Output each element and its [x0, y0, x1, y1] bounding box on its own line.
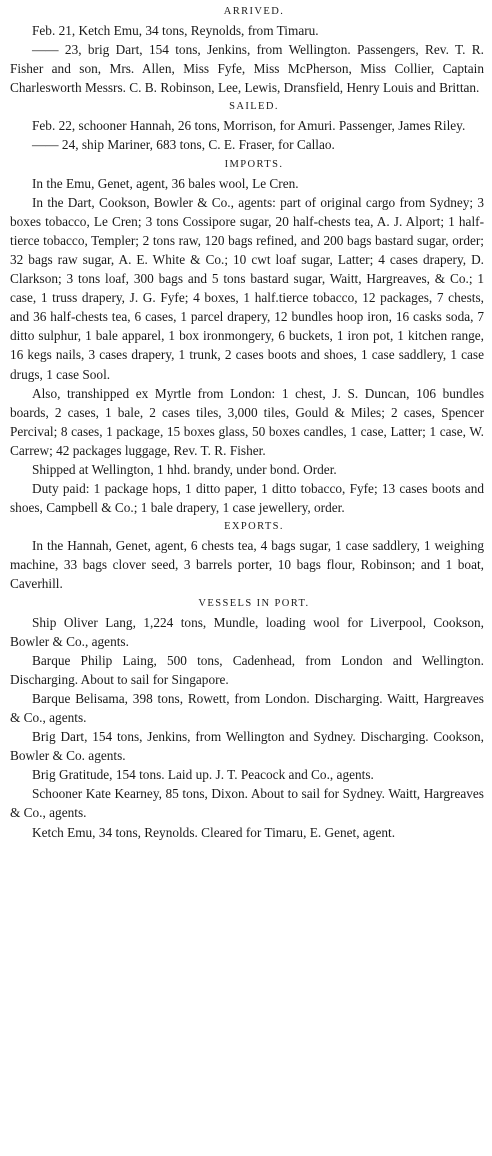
paragraph: Duty paid: 1 package hops, 1 ditto paper, 1 ditto tobacco, Fyfe; 13 cases boots and shoes, Campbell & Co.; 1 bale drapery, 1 case jewellery, order. — [10, 481, 484, 516]
paragraph: Feb. 21, Ketch Emu, 34 tons, Reynolds, from Timaru. — [32, 23, 319, 38]
arrived-section — [10, 3, 484, 97]
section-heading-sailed: SAILED. — [229, 101, 279, 113]
section-heading-vessels-in-port: VESSELS IN PORT. — [198, 597, 310, 609]
section-heading-exports: EXPORTS. — [224, 521, 284, 533]
sailed-section — [10, 98, 484, 154]
section-heading-arrived: ARRIVED. — [223, 6, 285, 17]
paragraph: Also, transhipped ex Myrtle from London: 1 chest, J. S. Duncan, 106 bundles boards, 2 cases, 1 bale, 2 cases tiles, 3,000 tiles, Gould & Miles; 2 cases, Spencer Percival; 8 cases, 1 package, 15 boxes glass, 50 boxes candles, 1 case, Latter; 1 case, W. Carrew; 42 packages luggage, Rev. T. R. Fisher. — [10, 385, 484, 458]
imports-section — [10, 156, 484, 518]
paragraph: Barque Philip Laing, 500 tons, Cadenhead, from London and Wellington. Discharging. About to sail for Singapore. — [10, 652, 484, 687]
paragraph: In the Hannah, Genet, agent, 6 chests tea, 4 bags sugar, 1 case saddlery, 1 weighing machine, 33 bags clover seed, 3 barrels porter, 10 bags flour, Robinson; and 1 boat, Caverhill. — [10, 538, 484, 592]
paragraph: Ketch Emu, 34 tons, Reynolds. Cleared for Timaru, E. Genet, agent. — [32, 824, 396, 840]
paragraph: Schooner Kate Kearney, 85 tons, Dixon. About to sail for Sydney. Waitt, Hargreaves & Co., agents. — [10, 786, 484, 821]
exports-section — [10, 518, 484, 593]
paragraph: Shipped at Wellington, 1 hhd. brandy, under bond. Order. — [32, 461, 337, 477]
paragraph: —— 23, brig Dart, 154 tons, Jenkins, from Wellington. Passengers, Rev. T. R. Fisher and son, Mrs. Allen, Miss Fyfe, Miss McPherson, Miss Collier, Captain Charlesworth Messrs. C. B. Robinson, Lee, Lewis, Dransfield, Henry Louis and Brittan. — [10, 42, 484, 96]
paragraph: Brig Dart, 154 tons, Jenkins, from Wellington and Sydney. Discharging. Cookson, Bowler & Co. agents. — [10, 729, 484, 764]
paragraph: Brig Gratitude, 154 tons. Laid up. J. T. Peacock and Co., agents. — [32, 767, 374, 783]
paragraph: —— 24, ship Mariner, 683 tons, C. E. Fraser, for Callao. — [32, 137, 335, 153]
paragraph: Feb. 22, schooner Hannah, 26 tons, Morrison, for Amuri. Passenger, James Riley. — [32, 118, 466, 134]
section-heading-imports: IMPORTS. — [224, 158, 284, 170]
paragraph: Ship Oliver Lang, 1,224 tons, Mundle, loading wool for Liverpool, Cookson, Bowler & Co., agents. — [10, 614, 484, 649]
paragraph: Barque Belisama, 398 tons, Rowett, from London. Discharging. Waitt, Hargreaves & Co., agents. — [10, 690, 484, 725]
vessels-in-port-section — [10, 595, 484, 842]
paragraph: In the Emu, Genet, agent, 36 bales wool, Le Cren. — [32, 175, 299, 191]
paragraph: In the Dart, Cookson, Bowler & Co., agents: part of original cargo from Sydney; 3 boxes tobacco, Le Cren; 3 tons Cossipore sugar, 20 half-chests tea, A. J. Alport; 1 half-tierce tobacco, Templer; 2 tons raw, 120 bags refined, and 200 bags bastard sugar, order; 32 bags raw sugar, A. E. White & Co.; 10 cwt loaf sugar, Latter; 4 cases drapery, D. Clarkson; 3 tons loaf, 300 bags and 5 tons bastard sugar, Waitt, Hargreaves, & Co.; 1 case, 1 truss drapery, J. G. Fyfe; 4 boxes, 1 half.tierce tobacco, 12 packages, 7 chests, and 36 half-chests tea, 6 cases, 1 parcel drapery, 12 bundles hoop iron, 16 casks soda, 7 ditto sulphur, 1 bale apparel, 1 box ironmongery, 6 buckets, 1 iron pot, 1 kitchen range, 16 kegs nails, 3 cases drapery, 1 trunk, 2 cases boots and shoes, 1 case saddlery, 1 case drugs, 1 case Sool. — [10, 194, 484, 382]
